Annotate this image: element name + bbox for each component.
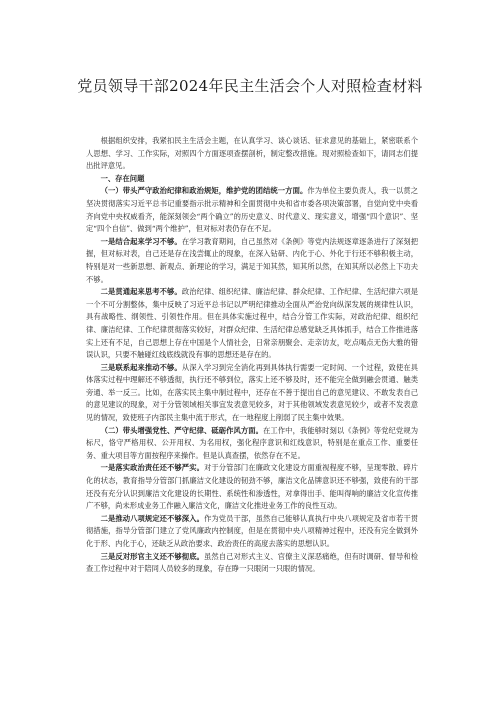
point-3-paragraph	[86, 362, 418, 425]
point-4-lead: 一是落实政治责任还不够严实。	[100, 463, 204, 473]
subsection-1-paragraph	[86, 185, 418, 235]
point-2-paragraph	[86, 286, 418, 362]
document-body	[86, 135, 418, 576]
subsection-2-heading: （二）带头增强党性、严守纪律、砥砺作风方面。	[100, 425, 264, 435]
point-6-lead: 三是反对形官主义还不够彻底。	[100, 551, 204, 561]
subsection-2-text: 在工作中，我能够时刻以《条例》等党纪党规为标尺，恪守严格用权、公开用权、为名用权，强化程序意识和红线意识，特别是在重点工作、重要任务、重大项目等方面按程序来操作。但是认真查摆，依然存在不足。	[86, 425, 418, 460]
point-2-text: 政治纪律、组织纪律、廉洁纪律、群众纪律、工作纪律、生活纪律六项是一个不可分割整体，集中反映了习近平总书记以严明纪律推动全面从严治党向纵深发展的规律性认识，具有战略性、纲领性、引领性作用。但在具体实施过程中，结合分管工作实际，对政治纪律、组织纪律、廉洁纪律、工作纪律贯彻落实较好，对群众纪律、生活纪律总感觉缺乏具体抓手，结合工作推进落实上还有不足，自己思想上存在中国是个人情社会，日常亲朋聚会、走亲访友，吃点喝点无伤大雅的错误认识，只要不触碰红线底线就没有事的思想还是存在的。	[86, 287, 418, 360]
point-3-lead: 三是联系起来推动不够。	[100, 362, 182, 372]
point-1-text: 在学习教育期间，自己虽然对《条例》等党内法规逐章逐条进行了深刻把握，但对标对表，自己还是存在浅尝辄止的现象，在深入钻研、内化于心、外化于行还不够积极主动，特别是对一些新思想、新观点、新理论的学习，满足于知其然，知其所以然，在知其所以必然上下功夫不够。	[86, 236, 418, 284]
point-5-paragraph	[86, 513, 418, 551]
document-title: 党员领导干部2024年民主生活会个人对照检查材料	[77, 77, 423, 95]
point-1-paragraph	[86, 236, 418, 286]
section-heading: 一、存在问题	[100, 173, 145, 183]
point-3-text: 从深入学习到完全消化再到具体执行需要一定时间、一个过程，致使在具体落实过程中理解还不够透彻，执行还不够到位，落实上还不够及时，还不能完全做到融会贯通、触类旁通、举一反三。比如，在落实民主集中制过程中，还存在不善于提出自己的意见建议、不敢发表自己的意见建议的现象，对于分管领域相关事宜发表意见较多，对于其他领域发表意见较少，或者不发表意见的情况，致使班子内部民主集中流于形式，在一地程度上削弱了民主集中效果。	[86, 362, 418, 423]
point-1-lead: 一是结合起来学习不够。	[100, 236, 182, 246]
point-4-text: 对于分管部门在廉政文化建设方面重视程度不够，呈现零散、碎片化的状态，教育指导分管部门抓廉洁文化建设的韧劲不够，廉洁文化品牌意识还不够强，致使有的干部还没有充分认识到廉洁文化建设的长期性、系统性和渗透性，对拿得出手、能叫得响的廉洁文化宣传推广不够，尚未形成业务工作融入廉洁文化，廉洁文化推进业务工作的良性互动。	[86, 463, 419, 511]
point-5-text: 作为党员干部，虽然自己能够认真执行中央八项规定及省市若干贯彻措施，指导分管部门建立了党风廉政内控制度，但是在贯彻中央八项精神过程中，还没有完全做到外化于形、内化于心，还缺乏从政治要求、政治责任的高度去落实的思想认识。	[86, 513, 419, 548]
point-5-lead: 二是推动八项规定还不够深入。	[100, 513, 204, 523]
intro-paragraph: 根据组织安排，我紧扣民主生活会主题，在认真学习、谈心谈话、征求意见的基础上，紧密联系个人思想、学习、工作实际，对照四个方面逐项查摆剖析，制定整改措施。现对照检查如下，请同志们提出批评意见。	[86, 136, 418, 171]
point-6-paragraph	[86, 551, 418, 576]
subsection-1-text: 作为单位主要负责人，我一以贯之坚决贯彻落实习近平总书记重要指示批示精神和全面贯彻中央和省市委各项决策部署，自觉向党中央看齐向党中央权威看齐，能深刻领会“两个确立”的历史意义、时代意义、现实意义，增强“四个意识”、坚定“四个自信”、做到“两个维护”，但对标对表仍存在不足。	[86, 186, 419, 234]
point-2-lead: 二是贯通起来思考不够。	[100, 287, 182, 297]
point-6-text: 虽然自己对形式主义、官僚主义深恶痛绝，但有时调研、督导和检查工作过程中对于陪同人员较多的现象，存在睁一只眼闭一只眼的情况。	[86, 551, 419, 574]
subsection-1-heading: （一）带头严守政治纪律和政治规矩，维护党的团结统一方面。	[100, 186, 308, 196]
point-4-paragraph	[86, 462, 418, 512]
subsection-2-paragraph	[86, 425, 418, 463]
